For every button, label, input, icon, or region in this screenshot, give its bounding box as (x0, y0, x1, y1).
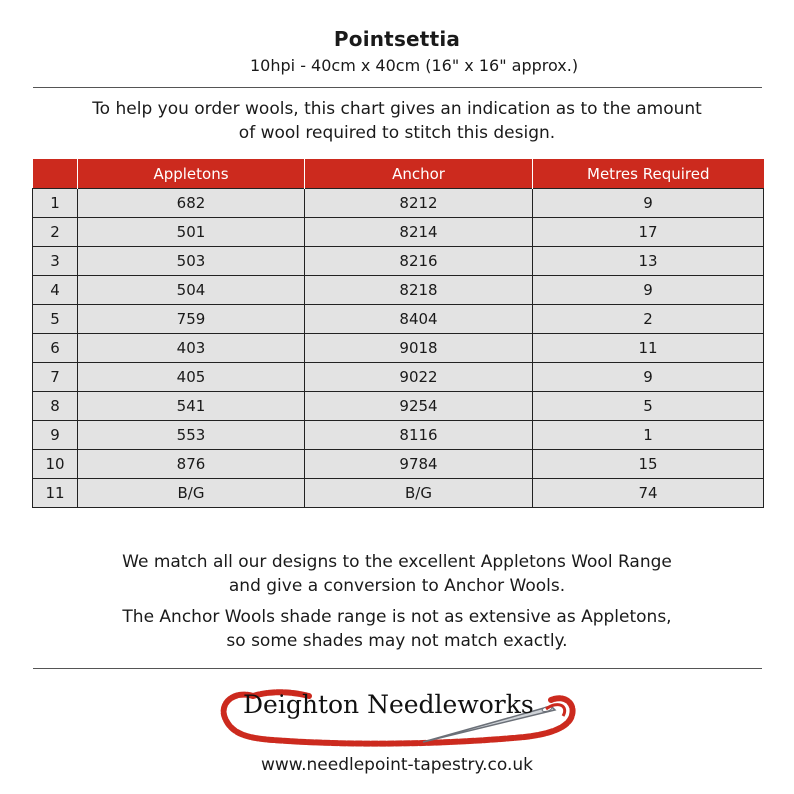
appletons-shade: B/G (78, 479, 305, 508)
wool-table (32, 159, 764, 508)
row-index: 3 (33, 247, 78, 276)
table-header-row (33, 159, 764, 189)
row-index: 7 (33, 363, 78, 392)
metres-required: 15 (533, 450, 764, 479)
metres-required: 1 (533, 421, 764, 450)
metres-required: 9 (533, 276, 764, 305)
appletons-shade: 541 (78, 392, 305, 421)
intro-text (0, 97, 794, 145)
row-index: 8 (33, 392, 78, 421)
column-header-anchor: Anchor (305, 159, 533, 189)
appletons-shade: 503 (78, 247, 305, 276)
row-index: 1 (33, 189, 78, 218)
column-header-metres: Metres Required (533, 159, 764, 189)
metres-required: 9 (533, 189, 764, 218)
appletons-shade: 553 (78, 421, 305, 450)
anchor-shade: 8218 (305, 276, 533, 305)
appletons-note-line-1: We match all our designs to the excellent Appletons Wool Range (122, 552, 672, 572)
anchor-shade: 9018 (305, 334, 533, 363)
anchor-shade: 9022 (305, 363, 533, 392)
row-index: 4 (33, 276, 78, 305)
table-row (33, 189, 764, 218)
row-index: 6 (33, 334, 78, 363)
website-url: www.needlepoint-tapestry.co.uk (260, 755, 534, 775)
divider-bottom (33, 668, 762, 669)
anchor-shade: 8214 (305, 218, 533, 247)
table-row (33, 479, 764, 508)
column-header-appletons: Appletons (78, 159, 305, 189)
intro-line-2: of wool required to stitch this design. (238, 123, 556, 143)
design-size: 10hpi - 40cm x 40cm (16" x 16" approx.) (250, 56, 579, 75)
appletons-note-line-2: and give a conversion to Anchor Wools. (228, 576, 566, 596)
metres-required: 2 (533, 305, 764, 334)
metres-required: 11 (533, 334, 764, 363)
metres-required: 17 (533, 218, 764, 247)
row-index: 5 (33, 305, 78, 334)
appletons-shade: 501 (78, 218, 305, 247)
table-row (33, 421, 764, 450)
page-title: Pointsettia (333, 27, 461, 51)
row-index: 2 (33, 218, 78, 247)
metres-required: 9 (533, 363, 764, 392)
divider-top (33, 87, 762, 88)
anchor-note (0, 605, 794, 653)
anchor-note-line-1: The Anchor Wools shade range is not as extensive as Appletons, (122, 607, 672, 627)
anchor-shade: 8216 (305, 247, 533, 276)
row-index: 9 (33, 421, 78, 450)
metres-required: 13 (533, 247, 764, 276)
appletons-note (0, 550, 794, 598)
anchor-shade: 9784 (305, 450, 533, 479)
appletons-shade: 403 (78, 334, 305, 363)
anchor-shade: 8212 (305, 189, 533, 218)
table-row (33, 276, 764, 305)
column-header-index (33, 159, 78, 189)
anchor-shade: 9254 (305, 392, 533, 421)
appletons-shade: 405 (78, 363, 305, 392)
appletons-shade: 682 (78, 189, 305, 218)
metres-required: 5 (533, 392, 764, 421)
appletons-shade: 759 (78, 305, 305, 334)
brand-name: Deighton Needleworks (243, 690, 534, 719)
table-row (33, 450, 764, 479)
table-row (33, 218, 764, 247)
row-index: 10 (33, 450, 78, 479)
table-row (33, 247, 764, 276)
table-row (33, 363, 764, 392)
anchor-shade: B/G (305, 479, 533, 508)
anchor-shade: 8404 (305, 305, 533, 334)
anchor-note-line-2: so some shades may not match exactly. (226, 631, 568, 651)
row-index: 11 (33, 479, 78, 508)
appletons-shade: 504 (78, 276, 305, 305)
appletons-shade: 876 (78, 450, 305, 479)
anchor-shade: 8116 (305, 421, 533, 450)
metres-required: 74 (533, 479, 764, 508)
intro-line-1: To help you order wools, this chart gives an indication as to the amount (92, 99, 702, 119)
table-row (33, 305, 764, 334)
table-row (33, 334, 764, 363)
table-row (33, 392, 764, 421)
